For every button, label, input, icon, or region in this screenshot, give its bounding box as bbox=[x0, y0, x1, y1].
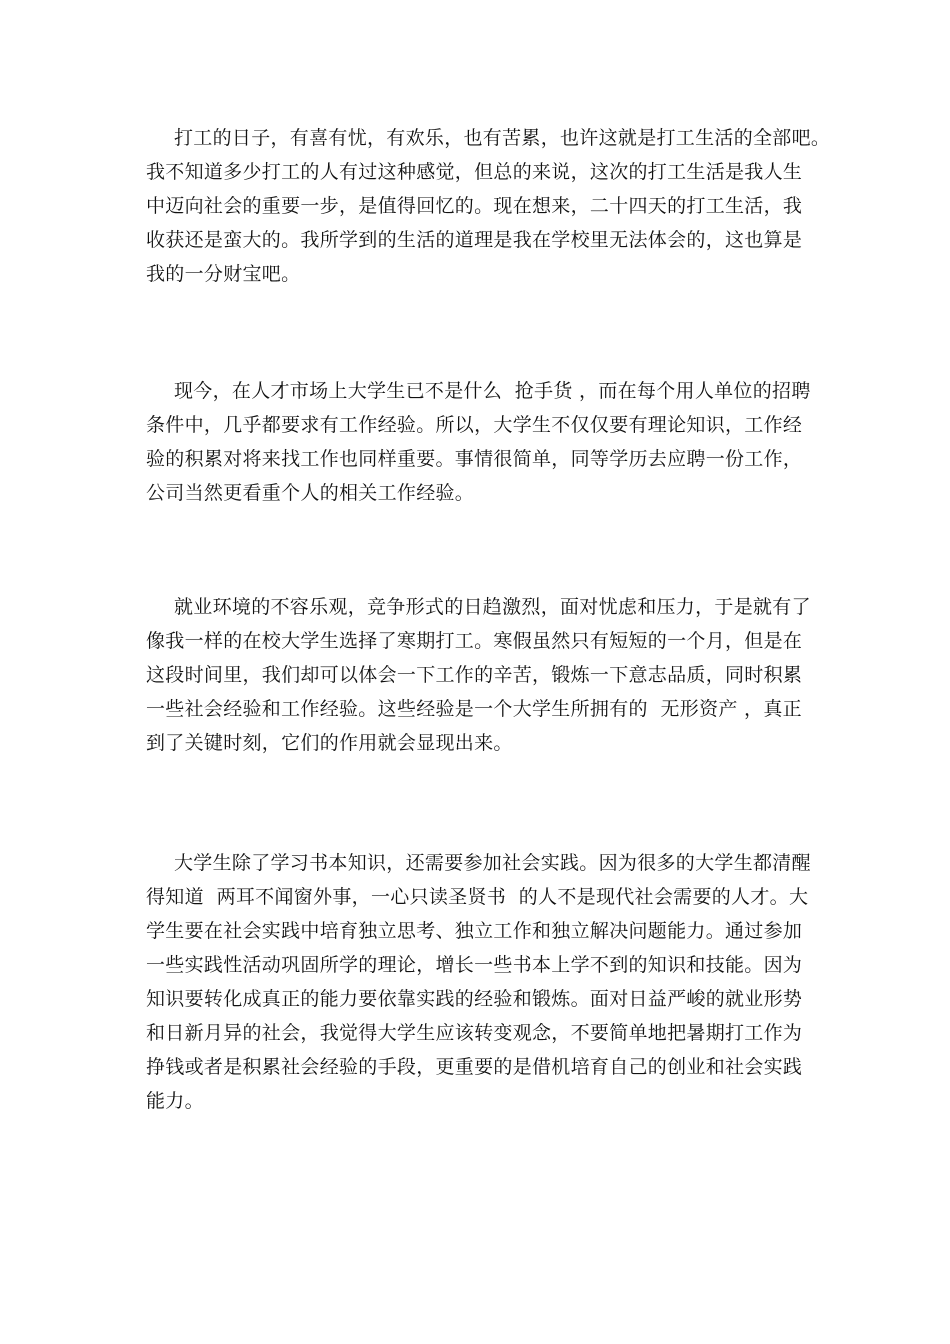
paragraph-2 bbox=[146, 374, 816, 510]
text-line: 学生要在社会实践中培育独立思考、独立工作和独立解决问题能力。通过参加 bbox=[146, 920, 803, 942]
text-line: 条件中，几乎都要求有工作经验。所以，大学生不仅仅要有理论知识，工作经 bbox=[146, 414, 803, 436]
paragraph-3 bbox=[146, 590, 816, 760]
text-line: 我不知道多少打工的人有过这种感觉，但总的来说，这次的打工生活是我人生 bbox=[146, 161, 803, 183]
text-line: 和日新月异的社会，我觉得大学生应该转变观念，不要简单地把暑期打工作为 bbox=[146, 1022, 803, 1044]
text-line: 得知道 两耳不闻窗外事，一心只读圣贤书 的人不是现代社会需要的人才。大 bbox=[146, 886, 809, 908]
text-line: 现今，在人才市场上大学生已不是什么 抢手货 ，而在每个用人单位的招聘 bbox=[174, 380, 811, 402]
text-line: 一些社会经验和工作经验。这些经验是一个大学生所拥有的 无形资产 ，真正 bbox=[146, 698, 802, 720]
text-line: 到了关键时刻，它们的作用就会显现出来。 bbox=[146, 732, 513, 754]
text-line: 这段时间里，我们却可以体会一下工作的辛苦，锻炼一下意志品质，同时积累 bbox=[146, 664, 803, 686]
text-line: 公司当然更看重个人的相关工作经验。 bbox=[146, 482, 475, 504]
text-line: 知识要转化成真正的能力要依靠实践的经验和锻炼。面对日益严峻的就业形势 bbox=[146, 988, 803, 1010]
text-line: 打工的日子，有喜有忧，有欢乐，也有苦累，也许这就是打工生活的全部吧。 bbox=[174, 127, 831, 149]
text-line: 我的一分财宝吧。 bbox=[146, 263, 301, 285]
text-line: 中迈向社会的重要一步，是值得回忆的。现在想来，二十四天的打工生活，我 bbox=[146, 195, 803, 217]
text-line: 挣钱或者是积累社会经验的手段，更重要的是借机培育自己的创业和社会实践 bbox=[146, 1056, 803, 1078]
text-line: 大学生除了学习书本知识，还需要参加社会实践。因为很多的大学生都清醒 bbox=[174, 852, 811, 874]
paragraph-4 bbox=[146, 846, 816, 1118]
text-line: 收获还是蛮大的。我所学到的生活的道理是我在学校里无法体会的，这也算是 bbox=[146, 229, 803, 251]
text-line: 像我一样的在校大学生选择了寒期打工。寒假虽然只有短短的一个月，但是在 bbox=[146, 630, 803, 652]
text-line: 能力。 bbox=[146, 1090, 204, 1112]
text-line: 验的积累对将来找工作也同样重要。事情很简单，同等学历去应聘一份工作， bbox=[146, 448, 803, 470]
paragraph-1 bbox=[146, 121, 831, 291]
text-line: 一些实践性活动巩固所学的理论，增长一些书本上学不到的知识和技能。因为 bbox=[146, 954, 803, 976]
text-line: 就业环境的不容乐观，竞争形式的日趋激烈，面对忧虑和压力，于是就有了 bbox=[174, 596, 811, 618]
